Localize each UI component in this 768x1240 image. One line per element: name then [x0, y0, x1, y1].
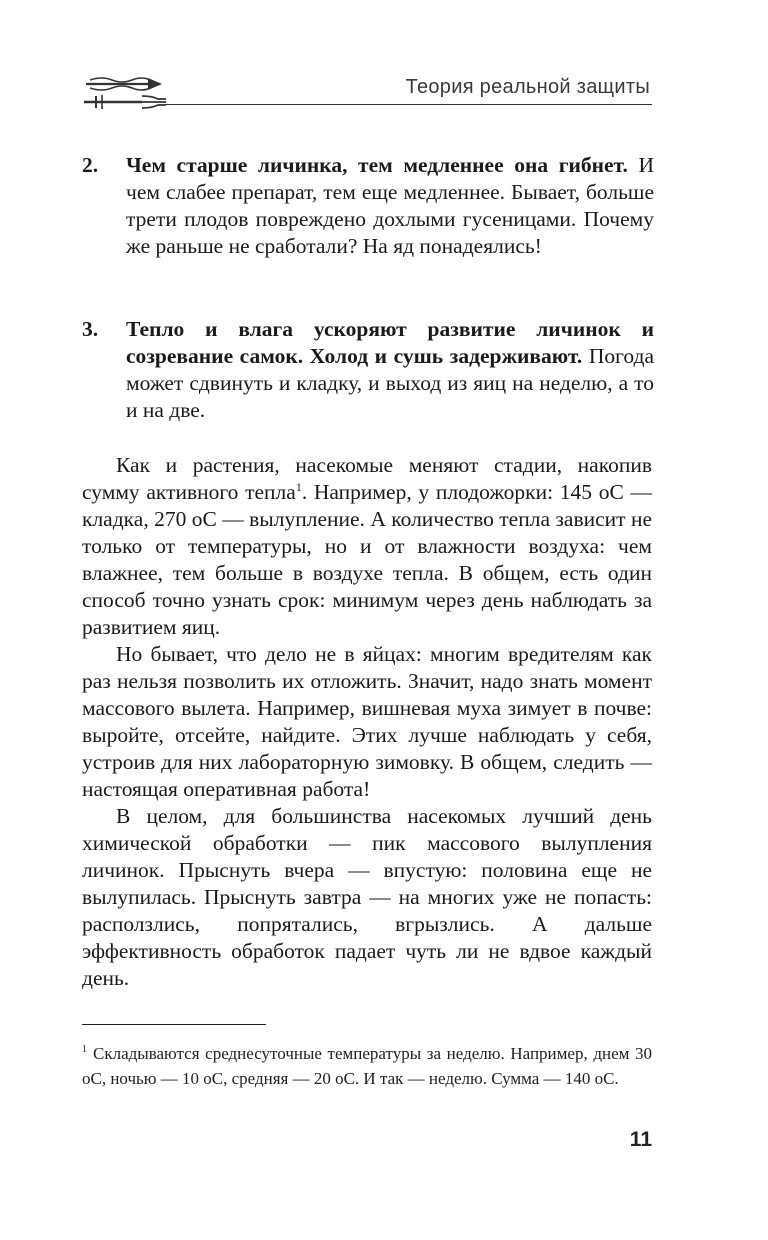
- paragraph-text: Как и растения, насекомые меняют стадии, накопив сумму активного тепла: [82, 453, 652, 504]
- numbered-item: [82, 152, 654, 260]
- item-bold-lead: Чем старше личинка, тем медленнее она гибнет.: [126, 153, 628, 177]
- body-text: [82, 452, 652, 992]
- numbered-item: [82, 316, 654, 424]
- paragraph: [82, 452, 652, 641]
- paragraph-text: . Например, у плодожорки: 145 оС — кладка, 270 оС — вылупление. А количество тепла зависит не только от температуры, но и от влажности воздуха: чем влажнее, тем больше в воздухе тепла. В общем, есть один способ точно узнать срок: минимум через день наблюдать за развитием яиц.: [82, 480, 652, 639]
- running-header-title: Теория реальной защиты: [405, 76, 650, 98]
- item-number: 2.: [82, 153, 99, 177]
- footnote-reference[interactable]: 1: [295, 479, 302, 494]
- item-body: Погода может сдвинуть и кладку, и выход из яиц на неделю, а то и на две.: [126, 344, 655, 422]
- footnote: [82, 1041, 652, 1091]
- footnote-rule: [82, 1024, 266, 1025]
- footnote-marker: 1: [82, 1044, 87, 1056]
- item-text: [126, 152, 654, 260]
- item-body: И чем слабее препарат, тем еще медленнее. Бывает, больше трети плодов повреждено дохлыми гусеницами. Почему же раньше не сработали? На яд понадеялись!: [126, 153, 654, 258]
- footnote-text: Складываются среднесуточные температуры за неделю. Например, днем 30 оС, ночью — 10 оС, средняя — 20 оС. И так — неделю. Сумма — 140 оС.: [82, 1044, 652, 1088]
- page-number: 11: [629, 1128, 652, 1151]
- running-header: [82, 66, 652, 110]
- pitchfork-ornament-icon: [82, 72, 166, 112]
- paragraph: Но бывает, что дело не в яйцах: многим вредителям как раз нельзя позволить их отложить. Значит, надо знать момент массового вылета. Например, вишневая муха зимует в почве: выройте, отсейте, найдите. Этих лучше наблюдать у себя, устроив для них лабораторную зимовку. В общем, следить — настоящая оперативная работа!: [82, 642, 652, 801]
- item-text: [126, 316, 654, 424]
- paragraph: В целом, для большинства насекомых лучший день химической обработки — пик массового вылупления личинок. Прыснуть вчера — впустую: половина еще не вылупилась. Прыснуть завтра — на многих уже не попасть: расползлись, попрятались, вгрызлись. А дальше эффективность обработок падает чуть ли не вдвое каждый день.: [82, 804, 652, 990]
- item-number: 3.: [82, 317, 99, 341]
- header-rule: [166, 104, 652, 105]
- item-bold-lead: Тепло и влага ускоряют развитие личинок и созревание самок. Холод и сушь задерживают.: [126, 317, 654, 368]
